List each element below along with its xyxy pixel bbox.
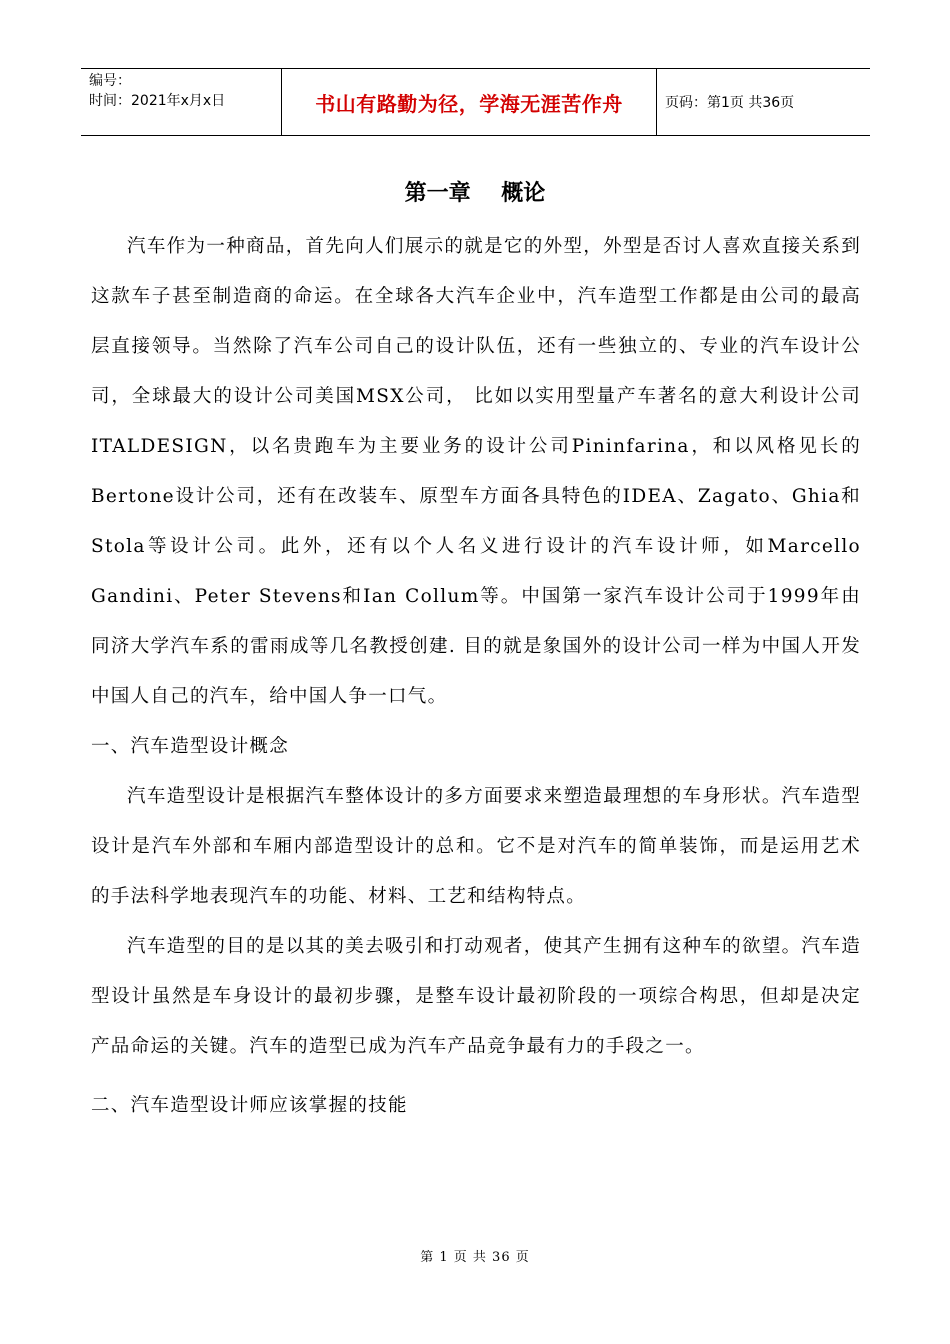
chapter-title: 第一章 概论 — [404, 181, 546, 206]
header-motto: 书山有路勤为径，学海无涯苦作舟 — [282, 69, 657, 135]
document-body — [91, 222, 861, 1131]
section-heading-2: 二、汽车造型设计师应该掌握的技能 — [91, 1095, 408, 1116]
document-date: 时间：2021年x月x日 — [89, 93, 226, 109]
paragraph-intro: 汽车作为一种商品，首先向人们展示的就是它的外型，外型是否讨人喜欢直接关系到这款车子甚至制造商的命运。在全球各大汽车企业中，汽车造型工作都是由公司的最高层直接领导。当然除了汽车公司自己的设计队伍，还有一些独立的、专业的汽车设计公司，全球最大的设计公司美国MSX公司， 比如以实用型量产车著名的意大利设计公司ITALDESIGN，以名贵跑车为主要业务的设计公司Pininfarina，和以风格见长的Bertone设计公司，还有在改装车、原型车方面各具特色的IDEA、Zagato、Ghia和Stola等设计公司。此外，还有以个人名义进行设计的汽车设计师，如Marcello Gandini、Peter Stevens和Ian Collum等。中国第一家汽车设计公司于1999年由同济大学汽车系的雷雨成等几名教授创建. 目的就是象国外的设计公司一样为中国人开发中国人自己的汽车，给中国人争一口气。 — [91, 236, 861, 707]
page-footer: 第 1 页 共 36 页 — [420, 1250, 530, 1265]
section-heading-1: 一、汽车造型设计概念 — [91, 736, 290, 757]
paragraph-purpose: 汽车造型的目的是以其的美去吸引和打动观者，使其产生拥有这种车的欲望。汽车造型设计虽然是车身设计的最初步骤，是整车设计最初阶段的一项综合构思，但却是决定产品命运的关键。汽车的造型已成为汽车产品竞争最有力的手段之一。 — [91, 936, 861, 1057]
paragraph-concept: 汽车造型设计是根据汽车整体设计的多方面要求来塑造最理想的车身形状。汽车造型设计是汽车外部和车厢内部造型设计的总和。它不是对汽车的简单装饰，而是运用艺术的手法科学地表现汽车的功能、材料、工艺和结构特点。 — [91, 786, 861, 907]
document-number: 编号： — [89, 73, 131, 89]
header-meta — [81, 69, 282, 135]
page-header — [81, 68, 870, 136]
header-page-info: 页码：第1页 共36页 — [665, 95, 795, 111]
